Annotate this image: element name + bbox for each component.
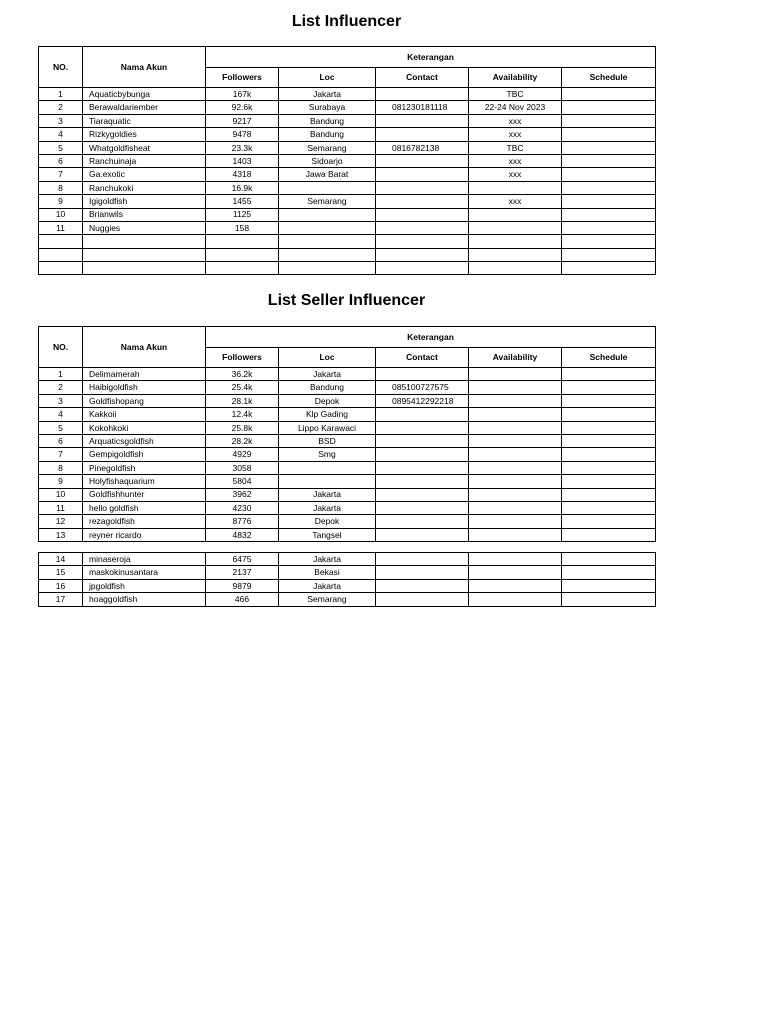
cell-nama-akun: Whatgoldfisheat xyxy=(83,141,206,154)
table-row xyxy=(39,181,656,194)
cell-availability xyxy=(469,528,562,541)
cell-followers: 9478 xyxy=(206,128,279,141)
cell-followers: 158 xyxy=(206,221,279,234)
table-row xyxy=(39,235,656,248)
table-row xyxy=(39,394,656,407)
cell-loc: Jakarta xyxy=(279,88,376,101)
cell-nama-akun: Aquaticbybunga xyxy=(83,88,206,101)
cell-schedule xyxy=(562,235,656,248)
cell-loc: Jakarta xyxy=(279,579,376,592)
cell-nama-akun: Kokohkoki xyxy=(83,421,206,434)
cell-followers: 3058 xyxy=(206,461,279,474)
cell-availability xyxy=(469,262,562,275)
header-keterangan: Keterangan xyxy=(206,327,656,348)
cell-no: 2 xyxy=(39,381,83,394)
cell-availability xyxy=(469,475,562,488)
cell-nama-akun: Delimamerah xyxy=(83,368,206,381)
cell-followers: 466 xyxy=(206,593,279,606)
cell-no: 8 xyxy=(39,181,83,194)
cell-contact xyxy=(376,168,469,181)
cell-no: 5 xyxy=(39,421,83,434)
cell-loc xyxy=(279,248,376,261)
cell-nama-akun xyxy=(83,248,206,261)
cell-schedule xyxy=(562,448,656,461)
cell-loc: Jakarta xyxy=(279,368,376,381)
cell-schedule xyxy=(562,408,656,421)
cell-loc: Jawa Barat xyxy=(279,168,376,181)
table-row xyxy=(39,221,656,234)
cell-followers: 28.1k xyxy=(206,394,279,407)
cell-nama-akun: rezagoldfish xyxy=(83,515,206,528)
cell-availability: xxx xyxy=(469,114,562,127)
cell-schedule xyxy=(562,141,656,154)
cell-no: 6 xyxy=(39,434,83,447)
cell-loc: BSD xyxy=(279,434,376,447)
cell-schedule xyxy=(562,381,656,394)
cell-followers: 4929 xyxy=(206,448,279,461)
cell-availability: TBC xyxy=(469,141,562,154)
cell-contact xyxy=(376,368,469,381)
cell-contact xyxy=(376,408,469,421)
cell-availability xyxy=(469,381,562,394)
seller-table-continued xyxy=(38,552,656,607)
cell-followers: 23.3k xyxy=(206,141,279,154)
cell-nama-akun: hello goldfish xyxy=(83,501,206,514)
header-contact: Contact xyxy=(376,348,469,368)
cell-nama-akun: Arquaticsgoldfish xyxy=(83,434,206,447)
cell-no: 12 xyxy=(39,515,83,528)
cell-contact xyxy=(376,528,469,541)
cell-no: 10 xyxy=(39,488,83,501)
cell-loc: Sidoarjo xyxy=(279,154,376,167)
cell-nama-akun: Rizkygoldies xyxy=(83,128,206,141)
cell-schedule xyxy=(562,248,656,261)
cell-nama-akun: Igigoldfish xyxy=(83,195,206,208)
header-no: NO. xyxy=(39,327,83,368)
cell-no: 10 xyxy=(39,208,83,221)
cell-availability xyxy=(469,593,562,606)
cell-loc xyxy=(279,475,376,488)
cell-schedule xyxy=(562,501,656,514)
cell-followers: 6475 xyxy=(206,553,279,566)
table-row xyxy=(39,128,656,141)
cell-schedule xyxy=(562,168,656,181)
cell-availability: xxx xyxy=(469,168,562,181)
cell-schedule xyxy=(562,195,656,208)
cell-followers: 25.8k xyxy=(206,421,279,434)
cell-no: 16 xyxy=(39,579,83,592)
cell-nama-akun: maskokinusantara xyxy=(83,566,206,579)
cell-availability: xxx xyxy=(469,128,562,141)
table-row xyxy=(39,262,656,275)
table-row xyxy=(39,248,656,261)
cell-loc xyxy=(279,221,376,234)
cell-availability: xxx xyxy=(469,154,562,167)
cell-loc: Tangsel xyxy=(279,528,376,541)
header-followers: Followers xyxy=(206,68,279,88)
cell-followers: 4318 xyxy=(206,168,279,181)
cell-contact xyxy=(376,235,469,248)
cell-followers: 1403 xyxy=(206,154,279,167)
cell-loc xyxy=(279,461,376,474)
table-row xyxy=(39,434,656,447)
cell-nama-akun xyxy=(83,235,206,248)
cell-no xyxy=(39,248,83,261)
cell-contact xyxy=(376,593,469,606)
table-row xyxy=(39,195,656,208)
cell-contact xyxy=(376,114,469,127)
cell-loc: Bekasi xyxy=(279,566,376,579)
cell-followers: 1125 xyxy=(206,208,279,221)
cell-followers xyxy=(206,248,279,261)
cell-contact xyxy=(376,208,469,221)
header-schedule: Schedule xyxy=(562,348,656,368)
header-no: NO. xyxy=(39,47,83,88)
cell-schedule xyxy=(562,181,656,194)
cell-loc: Semarang xyxy=(279,593,376,606)
cell-schedule xyxy=(562,528,656,541)
cell-followers: 28.2k xyxy=(206,434,279,447)
cell-loc: Lippo Karawaci xyxy=(279,421,376,434)
cell-contact: 0816782138 xyxy=(376,141,469,154)
cell-contact xyxy=(376,461,469,474)
table-row xyxy=(39,168,656,181)
cell-loc xyxy=(279,235,376,248)
cell-contact xyxy=(376,448,469,461)
table-row xyxy=(39,88,656,101)
cell-no: 14 xyxy=(39,553,83,566)
cell-nama-akun: Berawaldariember xyxy=(83,101,206,114)
cell-schedule xyxy=(562,593,656,606)
cell-loc: Jakarta xyxy=(279,488,376,501)
cell-loc: Bandung xyxy=(279,128,376,141)
cell-availability xyxy=(469,461,562,474)
table-row xyxy=(39,141,656,154)
header-nama-akun: Nama Akun xyxy=(83,327,206,368)
cell-followers xyxy=(206,235,279,248)
cell-availability xyxy=(469,235,562,248)
cell-followers: 12.4k xyxy=(206,408,279,421)
header-schedule: Schedule xyxy=(562,68,656,88)
table-row xyxy=(39,515,656,528)
header-contact: Contact xyxy=(376,68,469,88)
cell-loc: Bandung xyxy=(279,381,376,394)
header-availability: Availability xyxy=(469,68,562,88)
table-row xyxy=(39,114,656,127)
cell-loc: Semarang xyxy=(279,195,376,208)
table-row xyxy=(39,566,656,579)
table-row xyxy=(39,154,656,167)
cell-schedule xyxy=(562,434,656,447)
cell-contact xyxy=(376,262,469,275)
header-keterangan: Keterangan xyxy=(206,47,656,68)
cell-no: 7 xyxy=(39,448,83,461)
cell-no: 4 xyxy=(39,128,83,141)
cell-followers: 9879 xyxy=(206,579,279,592)
cell-contact xyxy=(376,88,469,101)
cell-no: 3 xyxy=(39,114,83,127)
influencer-table xyxy=(38,46,656,275)
cell-nama-akun: hoaggoldfish xyxy=(83,593,206,606)
cell-followers: 9217 xyxy=(206,114,279,127)
cell-loc: Depok xyxy=(279,394,376,407)
cell-followers xyxy=(206,262,279,275)
cell-loc: Bandung xyxy=(279,114,376,127)
seller-table xyxy=(38,326,656,542)
cell-schedule xyxy=(562,262,656,275)
cell-availability xyxy=(469,394,562,407)
table-row xyxy=(39,408,656,421)
cell-availability xyxy=(469,221,562,234)
cell-nama-akun: Goldfishopang xyxy=(83,394,206,407)
cell-availability xyxy=(469,579,562,592)
table-row xyxy=(39,579,656,592)
cell-availability xyxy=(469,181,562,194)
table-row xyxy=(39,101,656,114)
cell-schedule xyxy=(562,154,656,167)
cell-availability: xxx xyxy=(469,195,562,208)
cell-nama-akun: Haibigoldfish xyxy=(83,381,206,394)
cell-contact xyxy=(376,181,469,194)
cell-followers: 2137 xyxy=(206,566,279,579)
cell-nama-akun: Ranchukoki xyxy=(83,181,206,194)
cell-followers: 16.9k xyxy=(206,181,279,194)
cell-nama-akun: Brianwils xyxy=(83,208,206,221)
cell-nama-akun: Holyfishaquarium xyxy=(83,475,206,488)
cell-contact xyxy=(376,154,469,167)
cell-loc xyxy=(279,181,376,194)
cell-nama-akun: Pinegoldfish xyxy=(83,461,206,474)
cell-availability xyxy=(469,553,562,566)
cell-nama-akun xyxy=(83,262,206,275)
cell-nama-akun: Kakkoii xyxy=(83,408,206,421)
cell-availability: 22-24 Nov 2023 xyxy=(469,101,562,114)
cell-nama-akun: Ga.exotic xyxy=(83,168,206,181)
table-row xyxy=(39,475,656,488)
cell-contact xyxy=(376,248,469,261)
cell-no xyxy=(39,235,83,248)
cell-availability xyxy=(469,501,562,514)
cell-contact xyxy=(376,515,469,528)
table-row xyxy=(39,368,656,381)
cell-contact xyxy=(376,195,469,208)
cell-no: 9 xyxy=(39,195,83,208)
cell-schedule xyxy=(562,488,656,501)
cell-availability xyxy=(469,434,562,447)
cell-nama-akun: Gempigoldfish xyxy=(83,448,206,461)
cell-nama-akun: Tiaraquatic xyxy=(83,114,206,127)
cell-availability xyxy=(469,408,562,421)
cell-followers: 36.2k xyxy=(206,368,279,381)
table-row xyxy=(39,528,656,541)
cell-followers: 167k xyxy=(206,88,279,101)
cell-schedule xyxy=(562,368,656,381)
cell-loc: Surabaya xyxy=(279,101,376,114)
cell-schedule xyxy=(562,579,656,592)
cell-nama-akun: Nuggies xyxy=(83,221,206,234)
table-row xyxy=(39,553,656,566)
cell-schedule xyxy=(562,128,656,141)
cell-followers: 4230 xyxy=(206,501,279,514)
cell-schedule xyxy=(562,475,656,488)
cell-loc: Smg xyxy=(279,448,376,461)
header-nama-akun: Nama Akun xyxy=(83,47,206,88)
cell-schedule xyxy=(562,553,656,566)
cell-nama-akun: reyner ricardo xyxy=(83,528,206,541)
cell-no: 1 xyxy=(39,88,83,101)
cell-availability: TBC xyxy=(469,88,562,101)
header-availability: Availability xyxy=(469,348,562,368)
cell-no xyxy=(39,262,83,275)
cell-availability xyxy=(469,566,562,579)
cell-schedule xyxy=(562,515,656,528)
cell-contact xyxy=(376,434,469,447)
cell-schedule xyxy=(562,394,656,407)
cell-availability xyxy=(469,421,562,434)
cell-nama-akun: minaseroja xyxy=(83,553,206,566)
cell-availability xyxy=(469,448,562,461)
header-loc: Loc xyxy=(279,348,376,368)
cell-loc xyxy=(279,262,376,275)
cell-contact xyxy=(376,128,469,141)
cell-no: 3 xyxy=(39,394,83,407)
cell-no: 11 xyxy=(39,501,83,514)
cell-contact: 085100727575 xyxy=(376,381,469,394)
cell-availability xyxy=(469,368,562,381)
cell-contact: 0895412292218 xyxy=(376,394,469,407)
table-row xyxy=(39,421,656,434)
table-row xyxy=(39,488,656,501)
cell-no: 11 xyxy=(39,221,83,234)
table-row xyxy=(39,593,656,606)
cell-no: 6 xyxy=(39,154,83,167)
cell-contact xyxy=(376,501,469,514)
cell-loc: Klp Gading xyxy=(279,408,376,421)
table-row xyxy=(39,501,656,514)
cell-contact: 081230181118 xyxy=(376,101,469,114)
cell-loc: Jakarta xyxy=(279,501,376,514)
cell-loc: Jakarta xyxy=(279,553,376,566)
table-row xyxy=(39,208,656,221)
cell-no: 5 xyxy=(39,141,83,154)
cell-followers: 4832 xyxy=(206,528,279,541)
cell-contact xyxy=(376,488,469,501)
cell-contact xyxy=(376,566,469,579)
cell-contact xyxy=(376,421,469,434)
cell-availability xyxy=(469,515,562,528)
cell-nama-akun: Ranchuinaja xyxy=(83,154,206,167)
cell-schedule xyxy=(562,421,656,434)
influencer-list-title: List Influencer xyxy=(291,13,402,30)
table-row xyxy=(39,381,656,394)
cell-contact xyxy=(376,579,469,592)
table-row xyxy=(39,461,656,474)
cell-followers: 1455 xyxy=(206,195,279,208)
cell-schedule xyxy=(562,461,656,474)
cell-contact xyxy=(376,475,469,488)
cell-schedule xyxy=(562,566,656,579)
cell-schedule xyxy=(562,114,656,127)
cell-followers: 5804 xyxy=(206,475,279,488)
cell-schedule xyxy=(562,221,656,234)
cell-no: 1 xyxy=(39,368,83,381)
cell-loc: Semarang xyxy=(279,141,376,154)
cell-no: 4 xyxy=(39,408,83,421)
cell-no: 9 xyxy=(39,475,83,488)
cell-followers: 3962 xyxy=(206,488,279,501)
seller-list-title: List Seller Influencer xyxy=(267,292,426,309)
cell-schedule xyxy=(562,208,656,221)
cell-no: 17 xyxy=(39,593,83,606)
cell-contact xyxy=(376,553,469,566)
cell-loc: Depok xyxy=(279,515,376,528)
cell-no: 15 xyxy=(39,566,83,579)
cell-no: 8 xyxy=(39,461,83,474)
cell-followers: 25.4k xyxy=(206,381,279,394)
table-row xyxy=(39,448,656,461)
cell-no: 2 xyxy=(39,101,83,114)
cell-loc xyxy=(279,208,376,221)
cell-availability xyxy=(469,488,562,501)
cell-followers: 8776 xyxy=(206,515,279,528)
cell-availability xyxy=(469,208,562,221)
cell-nama-akun: jpgoldfish xyxy=(83,579,206,592)
cell-followers: 92.6k xyxy=(206,101,279,114)
cell-contact xyxy=(376,221,469,234)
header-loc: Loc xyxy=(279,68,376,88)
cell-nama-akun: Goldfishhunter xyxy=(83,488,206,501)
cell-no: 7 xyxy=(39,168,83,181)
cell-schedule xyxy=(562,101,656,114)
header-followers: Followers xyxy=(206,348,279,368)
cell-no: 13 xyxy=(39,528,83,541)
cell-availability xyxy=(469,248,562,261)
cell-schedule xyxy=(562,88,656,101)
